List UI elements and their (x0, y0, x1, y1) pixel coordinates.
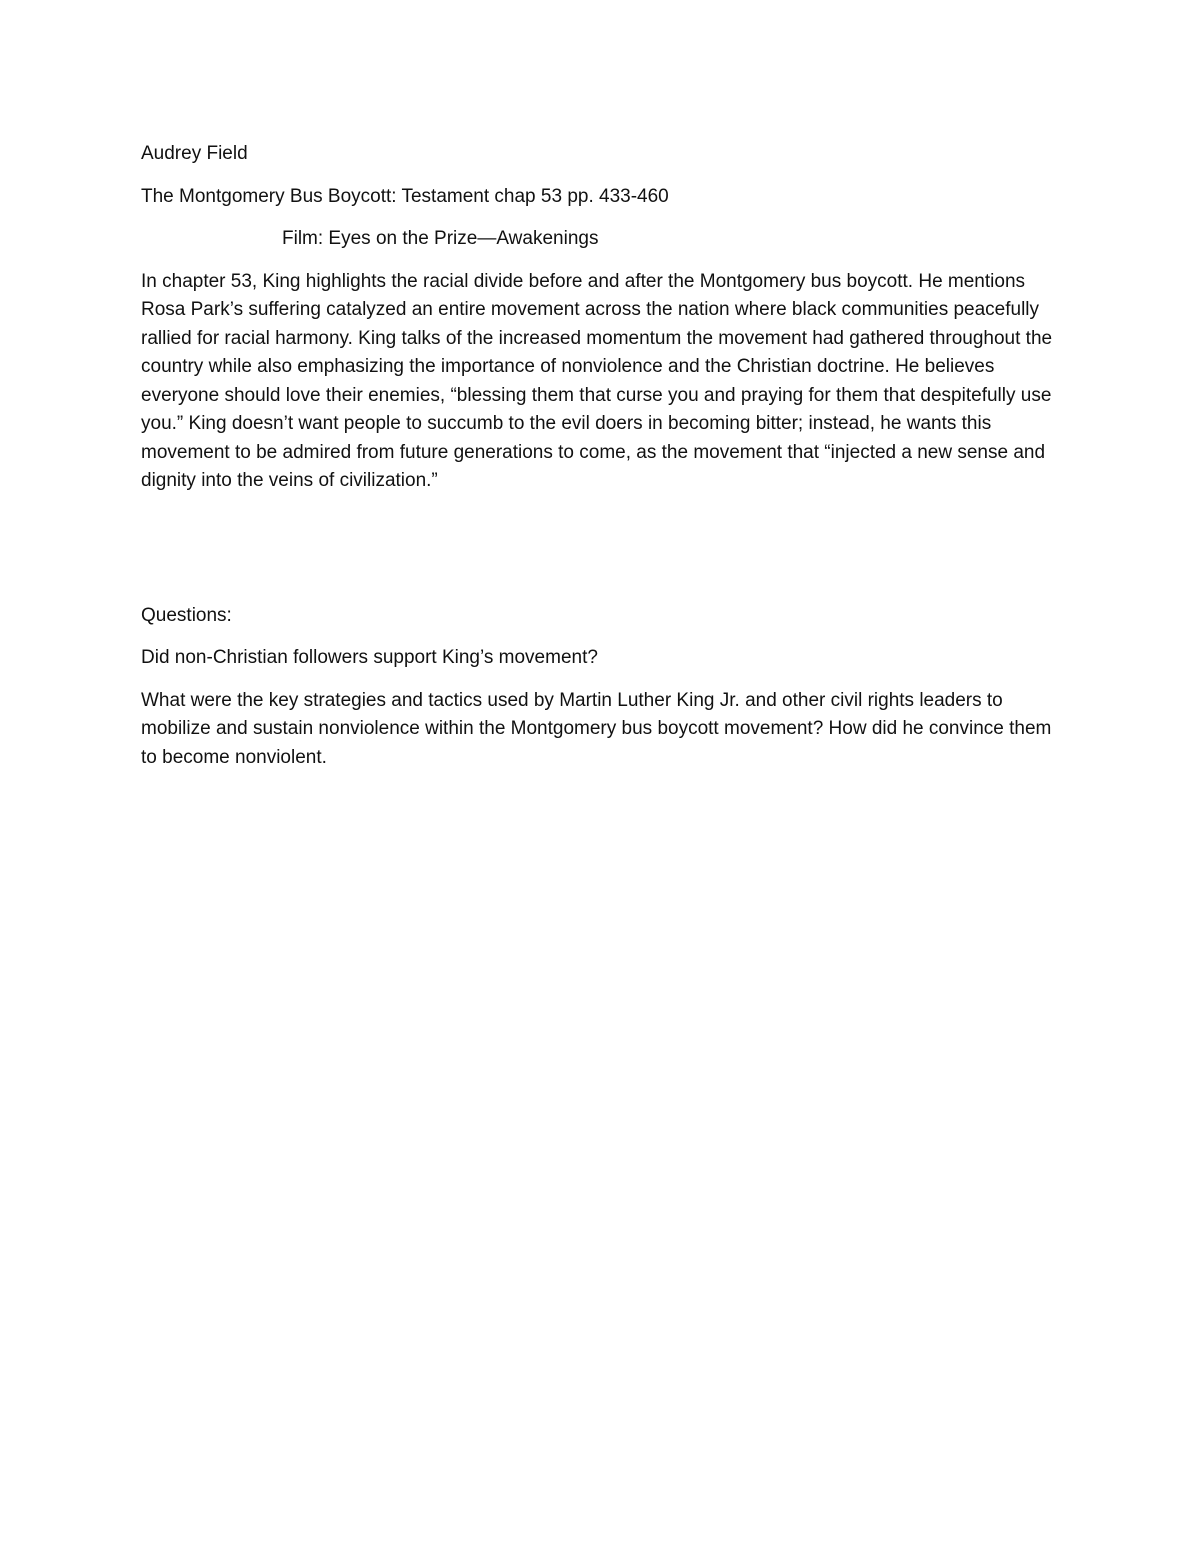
assignment-title: The Montgomery Bus Boycott: Testament chap 53 pp. 433-460 (141, 185, 669, 207)
section-spacer (141, 496, 1061, 602)
summary-paragraph: In chapter 53, King highlights the racial divide before and after the Montgomery bus boycott. He mentions Rosa Park’s suffering catalyzed an entire movement across the nation where black communities peacefully rallied for racial harmony. King talks of the increased momentum the movement had gathered throughout the country while also emphasizing the importance of nonviolence and the Christian doctrine. He believes everyone should love their enemies, “blessing them that curse you and praying for them that despitefully use you.” King doesn’t want people to succumb to the evil doers in becoming bitter; instead, he wants this movement to be admired from future generations to come, as the movement that “injected a new sense and dignity into the veins of civilization.” (141, 270, 1058, 491)
question-item: Did non-Christian followers support King’s movement? (141, 647, 598, 668)
question-item: What were the key strategies and tactics used by Martin Luther King Jr. and other civil rights leaders to mobilize and sustain nonviolence within the Montgomery bus boycott movement? How did he convince them to become nonviolent. (141, 689, 1057, 768)
document-body (141, 140, 1061, 786)
film-reference: Film: Eyes on the Prize—Awakenings (282, 228, 599, 249)
questions-heading: Questions: (141, 604, 232, 626)
author-name: Audrey Field (141, 143, 248, 164)
